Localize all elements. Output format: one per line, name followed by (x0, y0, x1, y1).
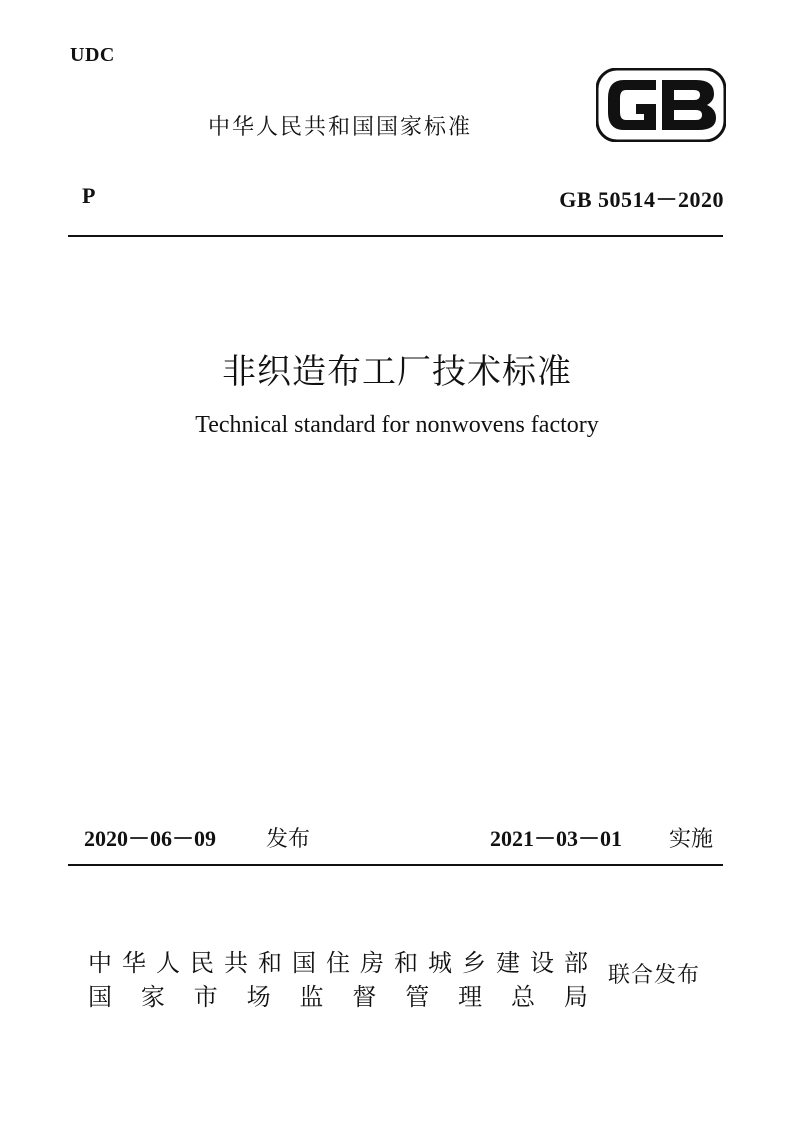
udc-label: UDC (70, 44, 115, 66)
standard-number: GB 50514－2020 (559, 187, 724, 212)
issuer-character: 和 (258, 949, 282, 977)
issuer-character: 房 (360, 949, 384, 977)
effective-date: 2021－03－01 (490, 826, 623, 851)
issuer-character: 人 (156, 949, 180, 977)
issue-label: 发布 (266, 827, 311, 852)
issuer-character: 督 (352, 983, 377, 1011)
issuer-character: 管 (405, 983, 430, 1011)
issuer-character: 总 (511, 983, 535, 1011)
issuer-character: 城 (428, 949, 452, 977)
issuer-character: 部 (564, 949, 588, 977)
national-standard-heading: 中华人民共和国国家标准 (208, 115, 473, 140)
category-code: P (82, 183, 96, 208)
issuer-character: 建 (496, 949, 520, 977)
issuer-character: 华 (122, 949, 146, 977)
issuer-character: 民 (190, 949, 214, 977)
issuer-character: 局 (563, 983, 588, 1011)
issuer-character: 理 (458, 983, 483, 1011)
issuer-character: 中 (88, 949, 112, 977)
title-english: Technical standard for nonwovens factory (195, 412, 599, 438)
issuer-character: 场 (246, 983, 271, 1011)
issuer-character: 共 (224, 949, 248, 977)
top-divider (68, 235, 723, 237)
issuer-character: 和 (394, 949, 418, 977)
title-chinese: 非织造布工厂技术标准 (222, 352, 572, 392)
issuer-character: 国 (292, 949, 316, 977)
bottom-divider (68, 864, 723, 866)
issuer-line-market-regulation (88, 977, 588, 1012)
issuer-character: 监 (299, 983, 324, 1011)
issuer-character: 设 (530, 949, 554, 977)
issuer-character: 家 (140, 983, 165, 1011)
issuer-character: 乡 (462, 949, 486, 977)
issuer-character: 国 (88, 983, 112, 1011)
issue-date: 2020－06－09 (84, 826, 217, 851)
gb-logo (596, 68, 726, 142)
issuer-character: 市 (193, 983, 218, 1011)
issuer-line-housing (88, 943, 588, 978)
effective-label: 实施 (669, 827, 714, 852)
issuer-character: 住 (326, 949, 350, 977)
joint-issue-label: 联合发布 (608, 963, 701, 988)
